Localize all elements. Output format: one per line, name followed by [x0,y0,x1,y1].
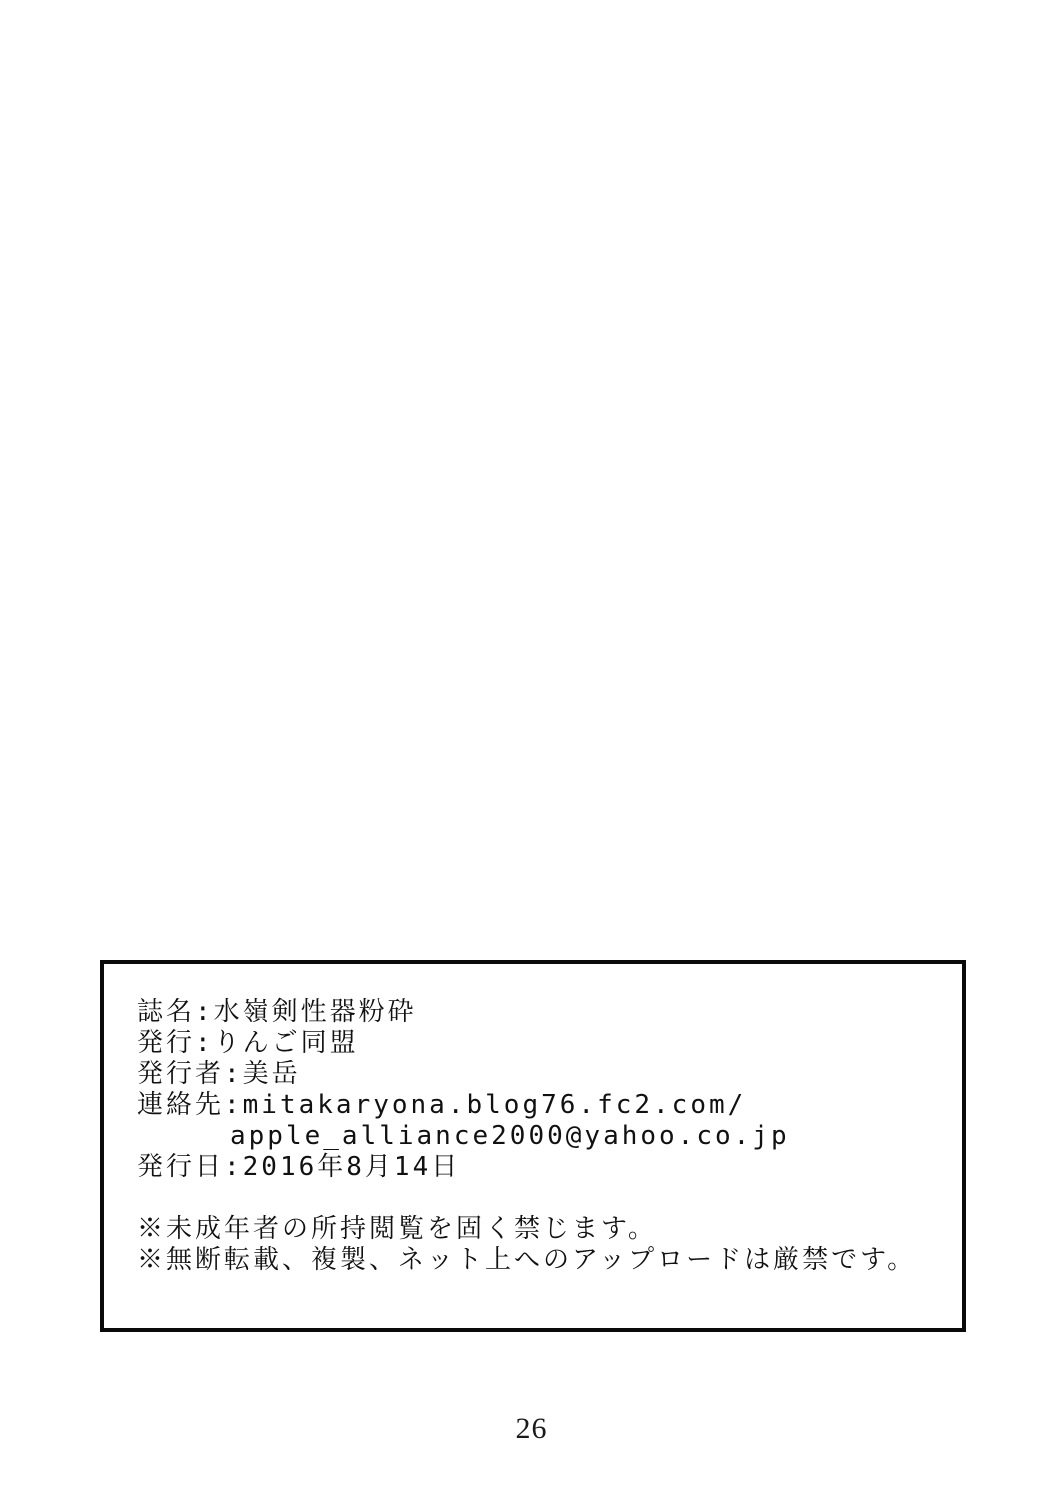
notice-reproduction-line: ※無断転載、複製、ネット上へのアップロードは厳禁です。 [137,1245,917,1275]
publisher-circle-line: 発行:りんご同盟 [137,1028,359,1058]
contact-url-line: 連絡先:mitakaryona.blog76.fc2.com/ [137,1090,747,1120]
contact-email-line: apple_alliance2000@yahoo.co.jp [230,1121,790,1151]
colophon-text [104,964,962,1276]
magazine-title-line: 誌名:水嶺剣性器粉砕 [137,997,417,1027]
page-number: 26 [515,1412,548,1445]
colophon-box [100,960,966,1332]
blank-spacer-line [137,1183,946,1214]
publication-date-line: 発行日:2016年8月14日 [137,1152,461,1182]
publisher-person-line: 発行者:美岳 [137,1059,301,1089]
notice-minors-line: ※未成年者の所持閲覧を固く禁じます。 [137,1214,657,1244]
